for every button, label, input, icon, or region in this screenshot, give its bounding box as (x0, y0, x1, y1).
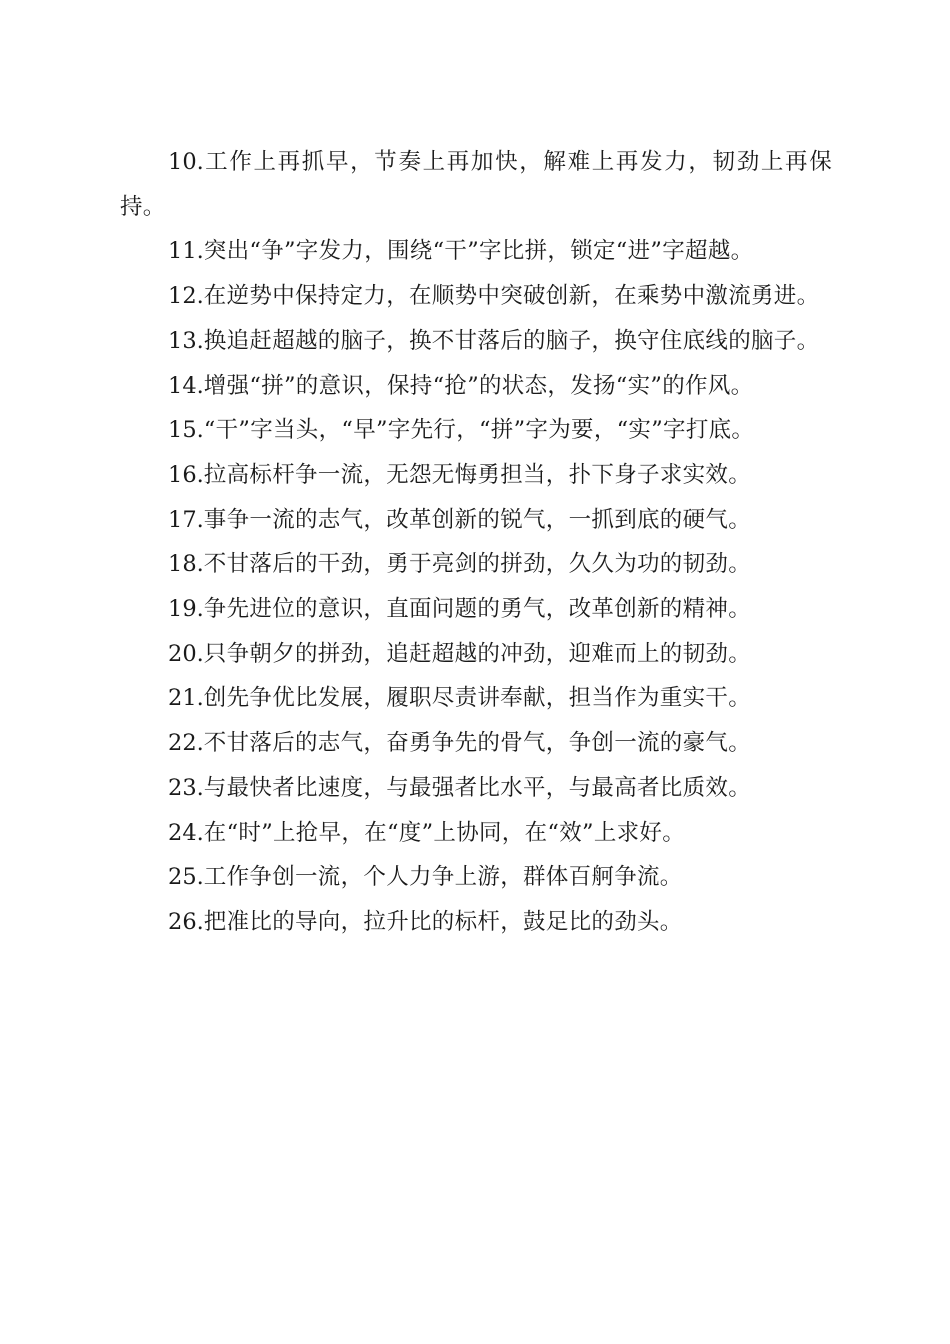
item-text: 创先争优比发展，履职尽责讲奉献，担当作为重实干。 (203, 685, 751, 712)
list-item (120, 900, 832, 945)
item-number: 26. (168, 908, 204, 935)
item-number: 15. (168, 417, 204, 444)
list-item (120, 721, 832, 766)
item-text: 突出“争”字发力，围绕“干”字比拼，锁定“进”字超越。 (203, 238, 754, 265)
item-number: 13. (168, 327, 204, 354)
item-text: 事争一流的志气，改革创新的锐气，一抓到底的硬气。 (203, 506, 751, 533)
list-item (120, 632, 832, 677)
item-number: 24. (168, 819, 204, 846)
list-item (120, 274, 832, 319)
item-text: “干”字当头，“早”字先行，“拼”字为要，“实”字打底。 (203, 417, 755, 444)
item-text: 在“时”上抢早，在“度”上协同，在“效”上求好。 (203, 819, 686, 846)
list-item (120, 542, 832, 587)
item-number: 21. (168, 685, 204, 712)
item-text: 只争朝夕的拼劲，追赶超越的冲劲，迎难而上的韧劲。 (203, 640, 751, 667)
item-number: 10. (168, 149, 204, 175)
list-item (120, 319, 832, 364)
list-item (120, 229, 832, 274)
item-number: 12. (168, 283, 204, 310)
document-body (120, 140, 832, 945)
item-number: 11. (168, 238, 204, 265)
item-number: 17. (168, 506, 204, 533)
list-item (120, 676, 832, 721)
list-item (120, 140, 832, 229)
list-item (120, 855, 832, 900)
item-number: 25. (168, 864, 204, 891)
list-item (120, 587, 832, 632)
item-text: 拉高标杆争一流，无怨无悔勇担当，扑下身子求实效。 (203, 461, 751, 488)
item-text: 与最快者比速度，与最强者比水平，与最高者比质效。 (203, 774, 751, 801)
item-number: 23. (168, 774, 204, 801)
item-text: 工作上再抓早，节奏上再加快，解难上再发力，韧劲上再保持。 (120, 149, 832, 220)
list-item (120, 408, 832, 453)
list-item (120, 766, 832, 811)
item-text: 把准比的导向，拉升比的标杆，鼓足比的劲头。 (203, 908, 683, 935)
item-number: 14. (168, 372, 204, 399)
item-text: 争先进位的意识，直面问题的勇气，改革创新的精神。 (203, 596, 751, 623)
list-item (120, 364, 832, 409)
item-number: 16. (168, 461, 204, 488)
item-text: 不甘落后的干劲，勇于亮剑的拼劲，久久为功的韧劲。 (203, 551, 751, 578)
list-item (120, 453, 832, 498)
item-number: 22. (168, 730, 204, 757)
item-text: 换追赶超越的脑子，换不甘落后的脑子，换守住底线的脑子。 (203, 327, 820, 354)
item-text: 工作争创一流，个人力争上游，群体百舸争流。 (203, 864, 683, 891)
item-number: 19. (168, 596, 204, 623)
item-number: 18. (168, 551, 204, 578)
list-item (120, 498, 832, 543)
item-number: 20. (168, 640, 204, 667)
item-text: 不甘落后的志气，奋勇争先的骨气，争创一流的豪气。 (203, 730, 751, 757)
item-text: 增强“拼”的意识，保持“抢”的状态，发扬“实”的作风。 (203, 372, 754, 399)
list-item (120, 811, 832, 856)
item-text: 在逆势中保持定力，在顺势中突破创新，在乘势中激流勇进。 (203, 283, 820, 310)
